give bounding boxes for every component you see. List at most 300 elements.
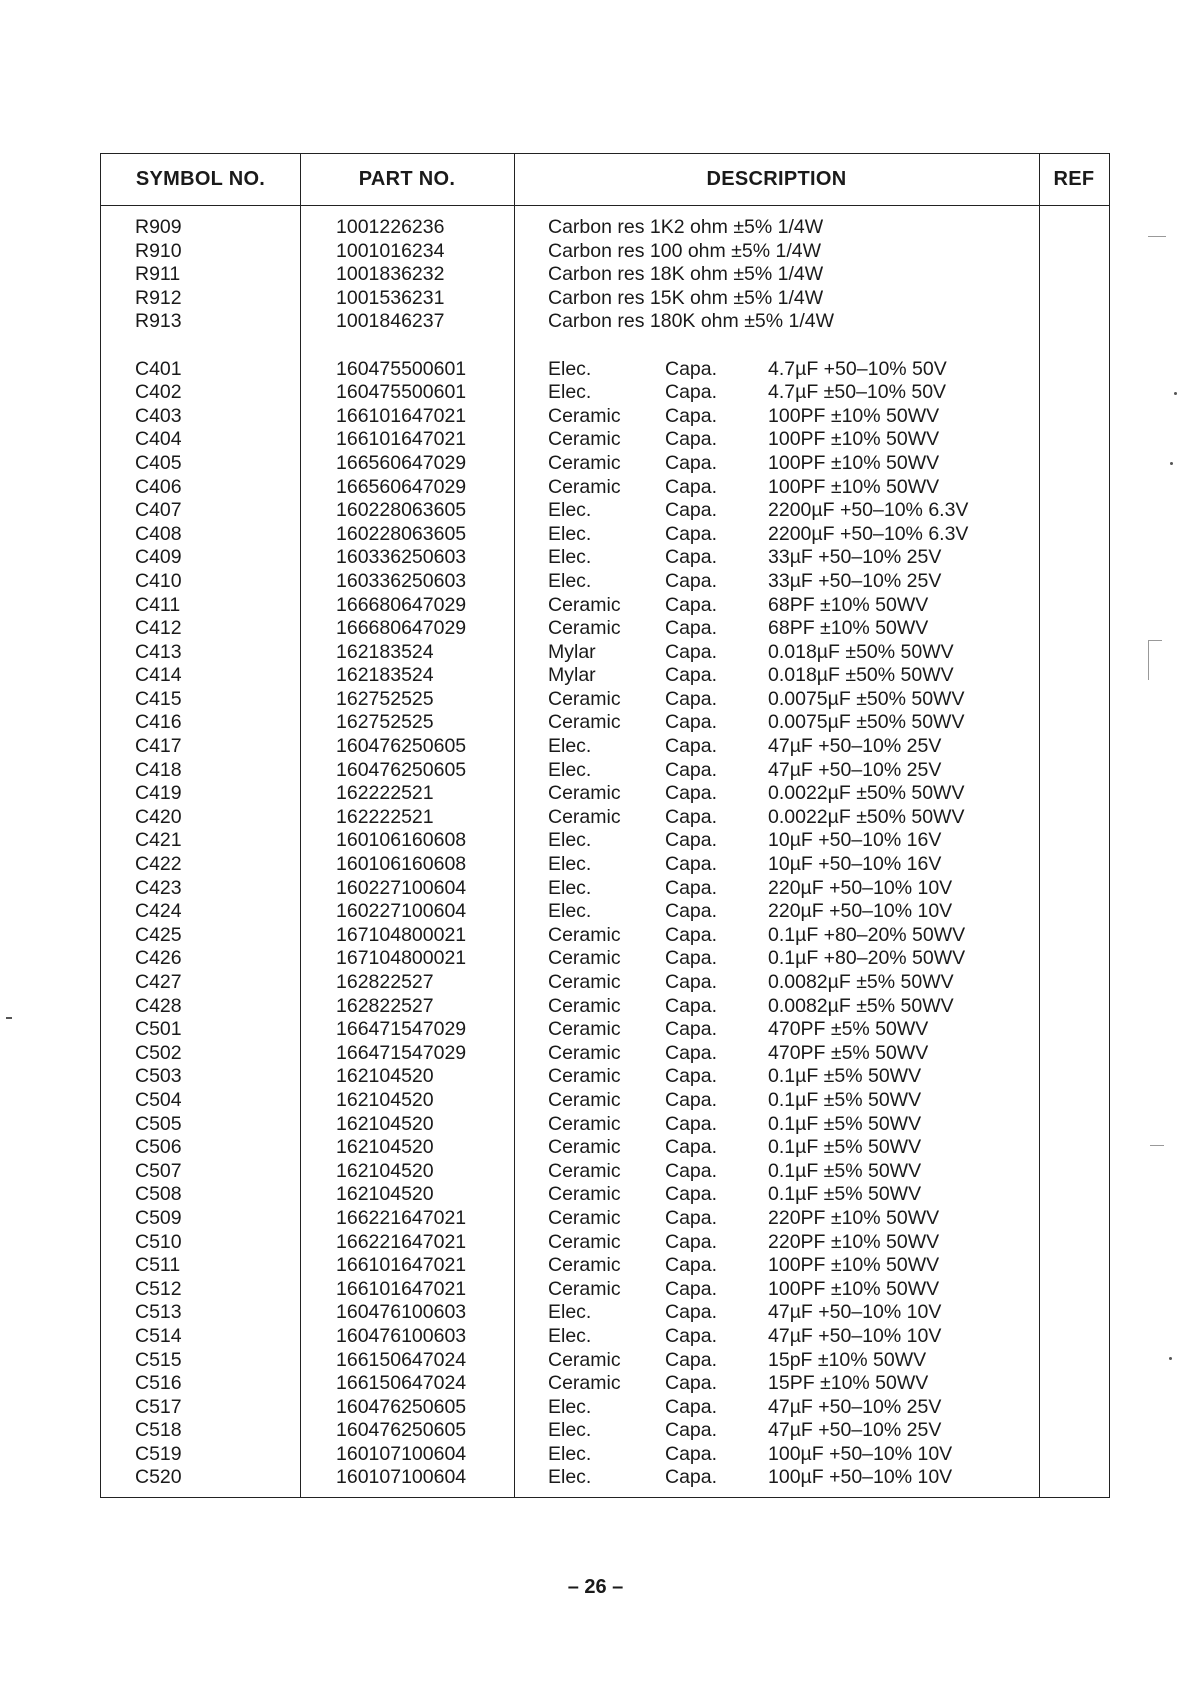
part-no: 162104520 <box>336 1088 434 1111</box>
part-no: 166101647021 <box>336 1254 467 1277</box>
component-spec: 0.0022µF ±50% 50WV <box>768 782 965 805</box>
component-spec: 0.1µF +80–20% 50WV <box>768 947 966 970</box>
component-type: Elec. <box>548 900 592 923</box>
component-type: Elec. <box>548 829 592 852</box>
table-row <box>101 947 1109 971</box>
table-row <box>101 829 1109 853</box>
symbol-no: C423 <box>135 876 182 899</box>
component-kind: Capa. <box>665 1348 718 1371</box>
component-kind: Capa. <box>665 381 718 404</box>
table-row <box>101 617 1109 641</box>
component-kind: Capa. <box>665 900 718 923</box>
component-spec: 47µF +50–10% 25V <box>768 758 942 781</box>
component-kind: Capa. <box>665 1442 718 1465</box>
component-type: Elec. <box>548 1419 592 1442</box>
table-row <box>101 381 1109 405</box>
component-spec: 100PF ±10% 50WV <box>768 404 940 427</box>
table-row <box>101 735 1109 759</box>
table-row <box>101 1018 1109 1042</box>
symbol-no: C511 <box>135 1254 181 1277</box>
part-no: 160475500601 <box>336 357 467 380</box>
table-row <box>101 358 1109 382</box>
component-type: Ceramic <box>548 1041 621 1064</box>
symbol-no: C508 <box>135 1183 182 1206</box>
scan-mark <box>1169 1357 1172 1360</box>
component-type: Ceramic <box>548 593 621 616</box>
component-spec: 47µF +50–10% 10V <box>768 1301 942 1324</box>
table-row <box>101 310 1109 334</box>
component-type: Ceramic <box>548 971 621 993</box>
symbol-no: C415 <box>135 687 182 710</box>
symbol-no: C410 <box>135 569 182 592</box>
component-type: Elec. <box>548 499 592 522</box>
table-row <box>101 1349 1109 1373</box>
component-type: Ceramic <box>548 1348 621 1371</box>
header-description: DESCRIPTION <box>706 168 847 190</box>
symbol-no: R910 <box>135 239 182 262</box>
component-kind: Capa. <box>665 522 718 545</box>
component-spec: 47µF +50–10% 10V <box>768 1324 942 1347</box>
table-row <box>101 1254 1109 1278</box>
part-no: 160336250603 <box>336 546 467 569</box>
scan-mark <box>1174 392 1177 395</box>
part-no: 166101647021 <box>336 404 467 427</box>
table-row <box>101 924 1109 948</box>
component-spec: 220µF +50–10% 10V <box>768 900 953 923</box>
component-kind: Capa. <box>665 1324 718 1347</box>
table-row <box>101 711 1109 735</box>
symbol-no: C409 <box>135 546 182 569</box>
component-type: Mylar <box>548 664 596 687</box>
symbol-no: C512 <box>135 1277 182 1300</box>
component-kind: Capa. <box>665 1088 718 1111</box>
component-type: Elec. <box>548 1442 592 1465</box>
part-no: 160106160608 <box>336 853 467 876</box>
component-type: Elec. <box>548 1395 592 1418</box>
component-type: Ceramic <box>548 1018 621 1041</box>
description: Carbon res 100 ohm ±5% 1/4W <box>548 239 821 262</box>
symbol-no: C510 <box>135 1230 182 1253</box>
part-no: 162104520 <box>336 1159 434 1182</box>
component-kind: Capa. <box>665 853 718 876</box>
part-no: 166150647024 <box>336 1372 467 1395</box>
part-no: 160476250605 <box>336 735 467 758</box>
component-kind: Capa. <box>665 617 718 640</box>
component-type: Elec. <box>548 569 592 592</box>
component-type: Ceramic <box>548 428 621 451</box>
component-kind: Capa. <box>665 1065 718 1088</box>
component-kind: Capa. <box>665 357 718 380</box>
part-no: 162222521 <box>336 805 434 828</box>
part-no: 160106160608 <box>336 829 467 852</box>
symbol-no: C505 <box>135 1112 182 1135</box>
table-row <box>101 688 1109 712</box>
part-no: 160475500601 <box>336 381 467 404</box>
symbol-no: C504 <box>135 1088 182 1111</box>
component-spec: 0.0022µF ±50% 50WV <box>768 805 965 828</box>
component-type: Ceramic <box>548 451 621 474</box>
component-spec: 220PF ±10% 50WV <box>768 1206 940 1229</box>
part-no: 166471547029 <box>336 1041 467 1064</box>
component-spec: 15PF ±10% 50WV <box>768 1372 929 1395</box>
part-no: 160227100604 <box>336 900 467 923</box>
symbol-no: C516 <box>135 1372 182 1395</box>
table-row <box>101 1419 1109 1443</box>
table-row <box>101 877 1109 901</box>
component-kind: Capa. <box>665 499 718 522</box>
symbol-no: R913 <box>135 310 182 333</box>
part-no: 166150647024 <box>336 1348 467 1371</box>
part-no: 166101647021 <box>336 428 467 451</box>
part-no: 166680647029 <box>336 617 467 640</box>
symbol-no: C416 <box>135 711 182 734</box>
symbol-no: C426 <box>135 947 182 970</box>
scan-mark <box>1148 640 1149 680</box>
component-spec: 0.1µF ±5% 50WV <box>768 1159 922 1182</box>
part-no: 162822527 <box>336 971 434 993</box>
symbol-no: C503 <box>135 1065 182 1088</box>
table-row <box>101 240 1109 264</box>
part-no: 162104520 <box>336 1065 434 1088</box>
component-kind: Capa. <box>665 1159 718 1182</box>
component-spec: 4.7µF ±50–10% 50V <box>768 381 947 404</box>
component-spec: 100PF ±10% 50WV <box>768 1254 940 1277</box>
component-kind: Capa. <box>665 687 718 710</box>
table-row <box>101 759 1109 783</box>
table-row <box>101 1136 1109 1160</box>
part-no: 1001846237 <box>336 310 445 333</box>
component-type: Ceramic <box>548 1254 621 1277</box>
part-no: 162752525 <box>336 687 434 710</box>
component-kind: Capa. <box>665 640 718 663</box>
component-type: Elec. <box>548 357 592 380</box>
part-no: 166221647021 <box>336 1206 467 1229</box>
component-type: Ceramic <box>548 1230 621 1253</box>
description: Carbon res 1K2 ohm ±5% 1/4W <box>548 216 824 238</box>
component-kind: Capa. <box>665 404 718 427</box>
component-kind: Capa. <box>665 1372 718 1395</box>
component-kind: Capa. <box>665 1254 718 1277</box>
table-row <box>101 263 1109 287</box>
part-no: 160476100603 <box>336 1324 467 1347</box>
part-no: 160336250603 <box>336 569 467 592</box>
component-kind: Capa. <box>665 475 718 498</box>
table-row <box>101 1042 1109 1066</box>
header-ref: REF <box>1053 168 1095 190</box>
component-spec: 47µF +50–10% 25V <box>768 1395 942 1418</box>
component-kind: Capa. <box>665 994 718 1017</box>
component-kind: Capa. <box>665 1395 718 1418</box>
component-spec: 2200µF +50–10% 6.3V <box>768 522 969 545</box>
table-row <box>101 1301 1109 1325</box>
part-no: 166101647021 <box>336 1277 467 1300</box>
component-kind: Capa. <box>665 664 718 687</box>
table-row <box>101 1113 1109 1137</box>
component-type: Elec. <box>548 1324 592 1347</box>
component-type: Ceramic <box>548 1372 621 1395</box>
component-type: Ceramic <box>548 617 621 640</box>
component-spec: 0.018µF ±50% 50WV <box>768 664 954 687</box>
symbol-no: C427 <box>135 971 182 993</box>
component-spec: 4.7µF +50–10% 50V <box>768 357 947 380</box>
component-kind: Capa. <box>665 1183 718 1206</box>
component-spec: 47µF +50–10% 25V <box>768 1419 942 1442</box>
component-kind: Capa. <box>665 451 718 474</box>
component-spec: 33µF +50–10% 25V <box>768 546 942 569</box>
part-no: 166560647029 <box>336 451 467 474</box>
table-row <box>101 1207 1109 1231</box>
symbol-no: C422 <box>135 853 182 876</box>
part-no: 160228063605 <box>336 499 467 522</box>
header-part-no: PART NO. <box>358 168 456 190</box>
component-spec: 0.018µF ±50% 50WV <box>768 640 954 663</box>
scan-mark <box>6 1017 12 1019</box>
symbol-no: C414 <box>135 664 182 687</box>
part-no: 166221647021 <box>336 1230 467 1253</box>
table-row <box>101 452 1109 476</box>
symbol-no: R909 <box>135 216 182 238</box>
table-row <box>101 641 1109 665</box>
part-no: 162183524 <box>336 640 434 663</box>
component-spec: 470PF ±5% 50WV <box>768 1018 929 1041</box>
page-number: – 26 – <box>567 1576 624 1598</box>
component-kind: Capa. <box>665 1041 718 1064</box>
table-row <box>101 523 1109 547</box>
table-row <box>101 594 1109 618</box>
symbol-no: C406 <box>135 475 182 498</box>
part-no: 160476250605 <box>336 1419 467 1442</box>
component-type: Elec. <box>548 876 592 899</box>
description: Carbon res 18K ohm ±5% 1/4W <box>548 263 824 286</box>
component-type: Ceramic <box>548 1159 621 1182</box>
part-no: 160228063605 <box>336 522 467 545</box>
symbol-no: C428 <box>135 994 182 1017</box>
table-row <box>101 664 1109 688</box>
scan-mark <box>1170 462 1173 465</box>
scan-mark <box>1150 1145 1164 1146</box>
table-row <box>101 1443 1109 1467</box>
component-spec: 0.0082µF ±5% 50WV <box>768 971 954 993</box>
symbol-no: C502 <box>135 1041 182 1064</box>
component-type: Ceramic <box>548 1065 621 1088</box>
component-type: Elec. <box>548 1301 592 1324</box>
part-no: 1001226236 <box>336 216 445 238</box>
symbol-no: C501 <box>135 1018 182 1041</box>
component-spec: 0.1µF ±5% 50WV <box>768 1183 922 1206</box>
component-spec: 0.0075µF ±50% 50WV <box>768 711 965 734</box>
component-type: Ceramic <box>548 782 621 805</box>
symbol-no: C418 <box>135 758 182 781</box>
part-no: 162752525 <box>336 711 434 734</box>
component-spec: 10µF +50–10% 16V <box>768 853 942 876</box>
description: Carbon res 15K ohm ±5% 1/4W <box>548 286 824 309</box>
symbol-no: C405 <box>135 451 182 474</box>
symbol-no: C420 <box>135 805 182 828</box>
component-spec: 0.1µF ±5% 50WV <box>768 1136 922 1159</box>
component-kind: Capa. <box>665 971 718 993</box>
component-spec: 10µF +50–10% 16V <box>768 829 942 852</box>
part-no: 1001536231 <box>336 286 445 309</box>
component-spec: 100PF ±10% 50WV <box>768 475 940 498</box>
scan-mark <box>1148 640 1162 641</box>
table-row <box>101 1372 1109 1396</box>
table-row <box>101 853 1109 877</box>
symbol-no: C425 <box>135 923 182 946</box>
component-kind: Capa. <box>665 1466 718 1489</box>
part-no: 160476100603 <box>336 1301 467 1324</box>
table-row <box>101 971 1109 995</box>
component-spec: 68PF ±10% 50WV <box>768 593 929 616</box>
component-type: Elec. <box>548 546 592 569</box>
component-kind: Capa. <box>665 876 718 899</box>
table-row <box>101 1089 1109 1113</box>
symbol-no: C513 <box>135 1301 182 1324</box>
component-spec: 33µF +50–10% 25V <box>768 569 942 592</box>
part-no: 160476250605 <box>336 758 467 781</box>
component-spec: 0.1µF ±5% 50WV <box>768 1112 922 1135</box>
table-row <box>101 476 1109 500</box>
component-kind: Capa. <box>665 735 718 758</box>
symbol-no: C419 <box>135 782 182 805</box>
component-type: Ceramic <box>548 404 621 427</box>
component-spec: 0.0082µF ±5% 50WV <box>768 994 954 1017</box>
component-type: Elec. <box>548 522 592 545</box>
component-type: Ceramic <box>548 1112 621 1135</box>
component-spec: 100µF +50–10% 10V <box>768 1466 953 1489</box>
component-spec: 100PF ±10% 50WV <box>768 451 940 474</box>
table-row <box>101 499 1109 523</box>
table-row <box>101 570 1109 594</box>
component-type: Ceramic <box>548 475 621 498</box>
symbol-no: C506 <box>135 1136 182 1159</box>
table-row <box>101 1231 1109 1255</box>
symbol-no: C520 <box>135 1466 182 1489</box>
parts-table <box>100 153 1110 1498</box>
component-kind: Capa. <box>665 428 718 451</box>
component-type: Mylar <box>548 640 596 663</box>
component-spec: 47µF +50–10% 25V <box>768 735 942 758</box>
component-spec: 0.1µF ±5% 50WV <box>768 1088 922 1111</box>
symbol-no: C519 <box>135 1442 182 1465</box>
table-row <box>101 806 1109 830</box>
part-no: 162822527 <box>336 994 434 1017</box>
symbol-no: C509 <box>135 1206 182 1229</box>
header-divider <box>101 205 1109 206</box>
symbol-no: C407 <box>135 499 182 522</box>
component-kind: Capa. <box>665 947 718 970</box>
table-row <box>101 900 1109 924</box>
component-type: Ceramic <box>548 687 621 710</box>
part-no: 1001016234 <box>336 239 445 262</box>
symbol-no: C408 <box>135 522 182 545</box>
part-no: 160107100604 <box>336 1442 467 1465</box>
component-spec: 15pF ±10% 50WV <box>768 1348 927 1371</box>
component-type: Elec. <box>548 1466 592 1489</box>
part-no: 162222521 <box>336 782 434 805</box>
component-kind: Capa. <box>665 546 718 569</box>
component-kind: Capa. <box>665 593 718 616</box>
part-no: 162104520 <box>336 1183 434 1206</box>
component-type: Elec. <box>548 758 592 781</box>
header-symbol-no: SYMBOL NO. <box>135 168 266 190</box>
component-kind: Capa. <box>665 1277 718 1300</box>
table-row <box>101 405 1109 429</box>
symbol-no: C518 <box>135 1419 182 1442</box>
symbol-no: C507 <box>135 1159 182 1182</box>
component-spec: 100PF ±10% 50WV <box>768 428 940 451</box>
component-type: Elec. <box>548 735 592 758</box>
scan-mark <box>1148 236 1166 237</box>
symbol-no: C412 <box>135 617 182 640</box>
part-no: 160107100604 <box>336 1466 467 1489</box>
component-spec: 220PF ±10% 50WV <box>768 1230 940 1253</box>
component-kind: Capa. <box>665 923 718 946</box>
symbol-no: C424 <box>135 900 182 923</box>
table-row <box>101 287 1109 311</box>
component-kind: Capa. <box>665 805 718 828</box>
component-spec: 220µF +50–10% 10V <box>768 876 953 899</box>
symbol-no: C413 <box>135 640 182 663</box>
part-no: 160227100604 <box>336 876 467 899</box>
table-row <box>101 1396 1109 1420</box>
part-no: 162183524 <box>336 664 434 687</box>
symbol-no: C421 <box>135 829 182 852</box>
component-spec: 68PF ±10% 50WV <box>768 617 929 640</box>
table-row <box>101 546 1109 570</box>
component-type: Ceramic <box>548 1206 621 1229</box>
component-type: Ceramic <box>548 711 621 734</box>
part-no: 160476250605 <box>336 1395 467 1418</box>
component-kind: Capa. <box>665 1112 718 1135</box>
symbol-no: C515 <box>135 1348 182 1371</box>
part-no: 166560647029 <box>336 475 467 498</box>
table-row <box>101 1466 1109 1490</box>
table-body <box>101 216 1109 1490</box>
table-row <box>101 1160 1109 1184</box>
table-row <box>101 782 1109 806</box>
component-type: Ceramic <box>548 805 621 828</box>
component-kind: Capa. <box>665 1419 718 1442</box>
table-row <box>101 1183 1109 1207</box>
part-no: 167104800021 <box>336 947 467 970</box>
table-row <box>101 428 1109 452</box>
part-no: 1001836232 <box>336 263 445 286</box>
component-kind: Capa. <box>665 1136 718 1159</box>
symbol-no: C402 <box>135 381 182 404</box>
table-row <box>101 1278 1109 1302</box>
component-type: Elec. <box>548 381 592 404</box>
table-row <box>101 995 1109 1019</box>
symbol-no: R912 <box>135 286 182 309</box>
section-gap <box>101 334 1109 358</box>
component-spec: 0.1µF ±5% 50WV <box>768 1065 922 1088</box>
component-kind: Capa. <box>665 1230 718 1253</box>
component-kind: Capa. <box>665 711 718 734</box>
symbol-no: C411 <box>135 593 181 616</box>
component-kind: Capa. <box>665 782 718 805</box>
component-spec: 2200µF +50–10% 6.3V <box>768 499 969 522</box>
component-spec: 0.0075µF ±50% 50WV <box>768 687 965 710</box>
symbol-no: C514 <box>135 1324 182 1347</box>
component-type: Elec. <box>548 853 592 876</box>
description: Carbon res 180K ohm ±5% 1/4W <box>548 310 835 333</box>
table-row <box>101 216 1109 240</box>
component-kind: Capa. <box>665 758 718 781</box>
component-kind: Capa. <box>665 569 718 592</box>
component-type: Ceramic <box>548 994 621 1017</box>
part-no: 166680647029 <box>336 593 467 616</box>
table-row <box>101 1065 1109 1089</box>
